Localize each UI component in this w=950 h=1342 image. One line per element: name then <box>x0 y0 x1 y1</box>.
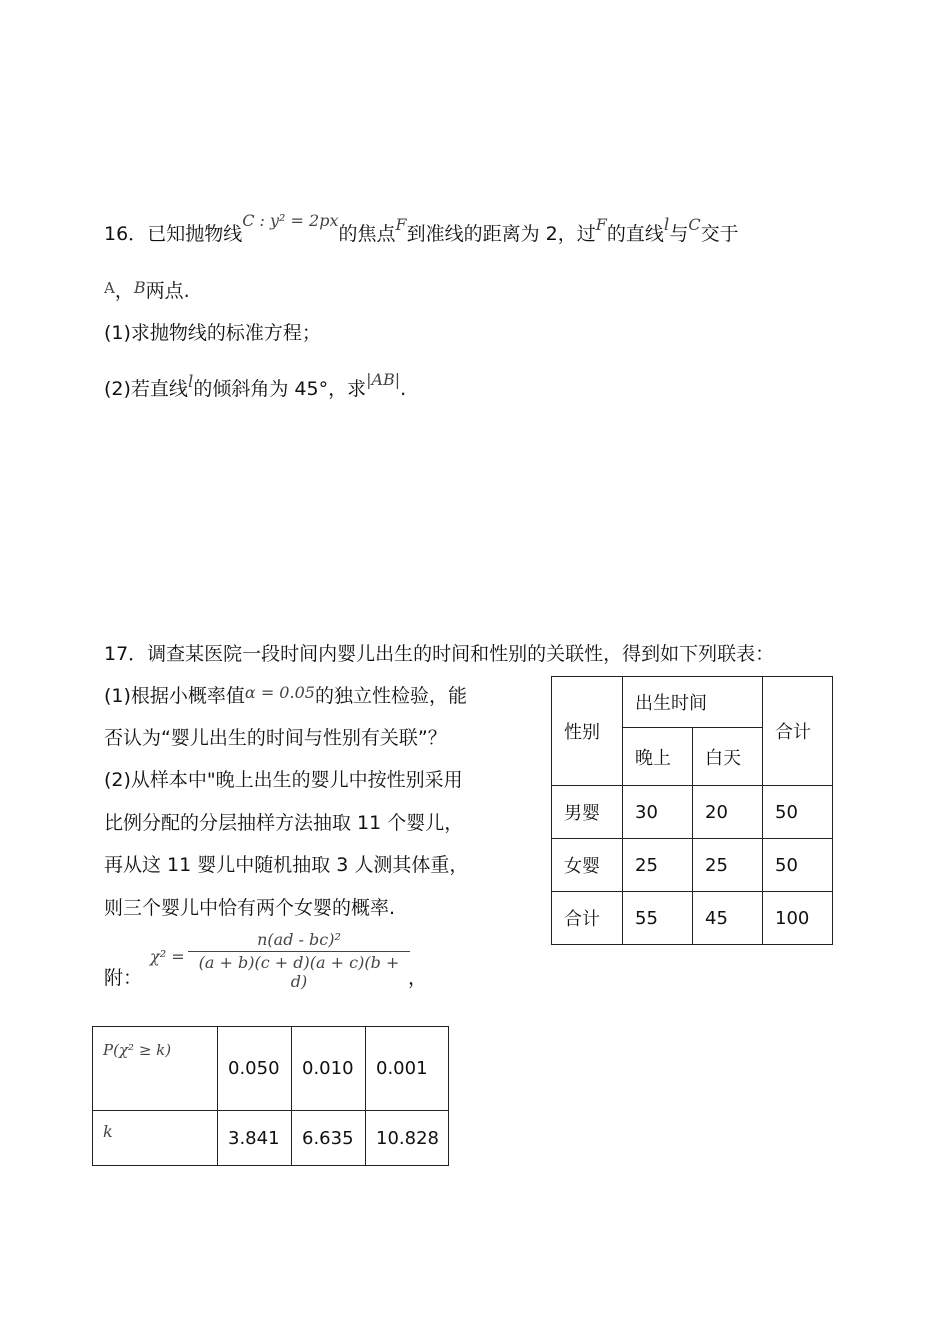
table-row: 男婴 30 20 50 <box>552 786 833 839</box>
q17-part2-line1: (2)从样本中"晚上出生的婴儿中按性别采用 <box>104 769 463 791</box>
k-label: k <box>93 1111 218 1166</box>
chi-denominator: (a + b)(c + d)(a + c)(b + d) <box>198 953 400 991</box>
chi-square-fraction <box>188 930 410 991</box>
q17-part1-line2: 否认为“婴儿出生的时间与性别有关联”？ <box>104 727 447 749</box>
p-label: P(χ² ≥ k) <box>93 1027 218 1111</box>
contingency-table <box>551 676 833 945</box>
table-row: k 3.841 6.635 10.828 <box>93 1111 449 1166</box>
attach-label: 附： <box>104 967 143 989</box>
header-night: 晚上 <box>623 728 693 786</box>
q17-part2-line4: 则三个婴儿中恰有两个女婴的概率. <box>104 897 396 919</box>
q16-part1: (1)求抛物线的标准方程； <box>104 322 321 344</box>
header-day: 白天 <box>693 728 763 786</box>
q17-part2-line2: 比例分配的分层抽样方法抽取 11 个婴儿， <box>104 812 464 834</box>
abs-ab: |AB| <box>366 370 401 389</box>
parabola-equation: C : y² = 2px <box>242 211 339 230</box>
header-birth-time: 出生时间 <box>623 677 763 728</box>
alpha-value: α = 0.05 <box>244 683 315 702</box>
q16-line1: 16．已知抛物线$^{C : y^2 = 2px}$的焦点$^F$到准线的距离为 2，过$^F$的直线l与$^C$交于 <box>104 211 739 245</box>
q16-part2: (2)若直线l的倾斜角为 45°，求$^{|AB|}$. <box>104 370 407 400</box>
table-row: 女婴 25 25 50 <box>552 839 833 892</box>
q16-number: 16． <box>104 223 148 245</box>
critical-value-table <box>92 1026 449 1166</box>
q17-part1-line1: (1)根据小概率值$^{\alpha = 0.05}$的独立性检验，能 <box>104 683 467 707</box>
q16-line2: $^A$，$^B$两点. <box>104 278 190 302</box>
header-gender: 性别 <box>552 677 623 786</box>
table-row: P(χ² ≥ k) 0.050 0.010 0.001 <box>93 1027 449 1111</box>
chi-square-lhs: χ² = <box>150 947 185 966</box>
header-total: 合计 <box>763 677 833 786</box>
q17-intro: 17．调查某医院一段时间内婴儿出生的时间和性别的关联性，得到如下列联表： <box>104 643 775 665</box>
chi-numerator: n(ad - bc)² <box>188 930 410 952</box>
table-row: 合计 55 45 100 <box>552 892 833 945</box>
q17-part2-line3: 再从这 11 婴儿中随机抽取 3 人测其体重， <box>104 854 469 876</box>
